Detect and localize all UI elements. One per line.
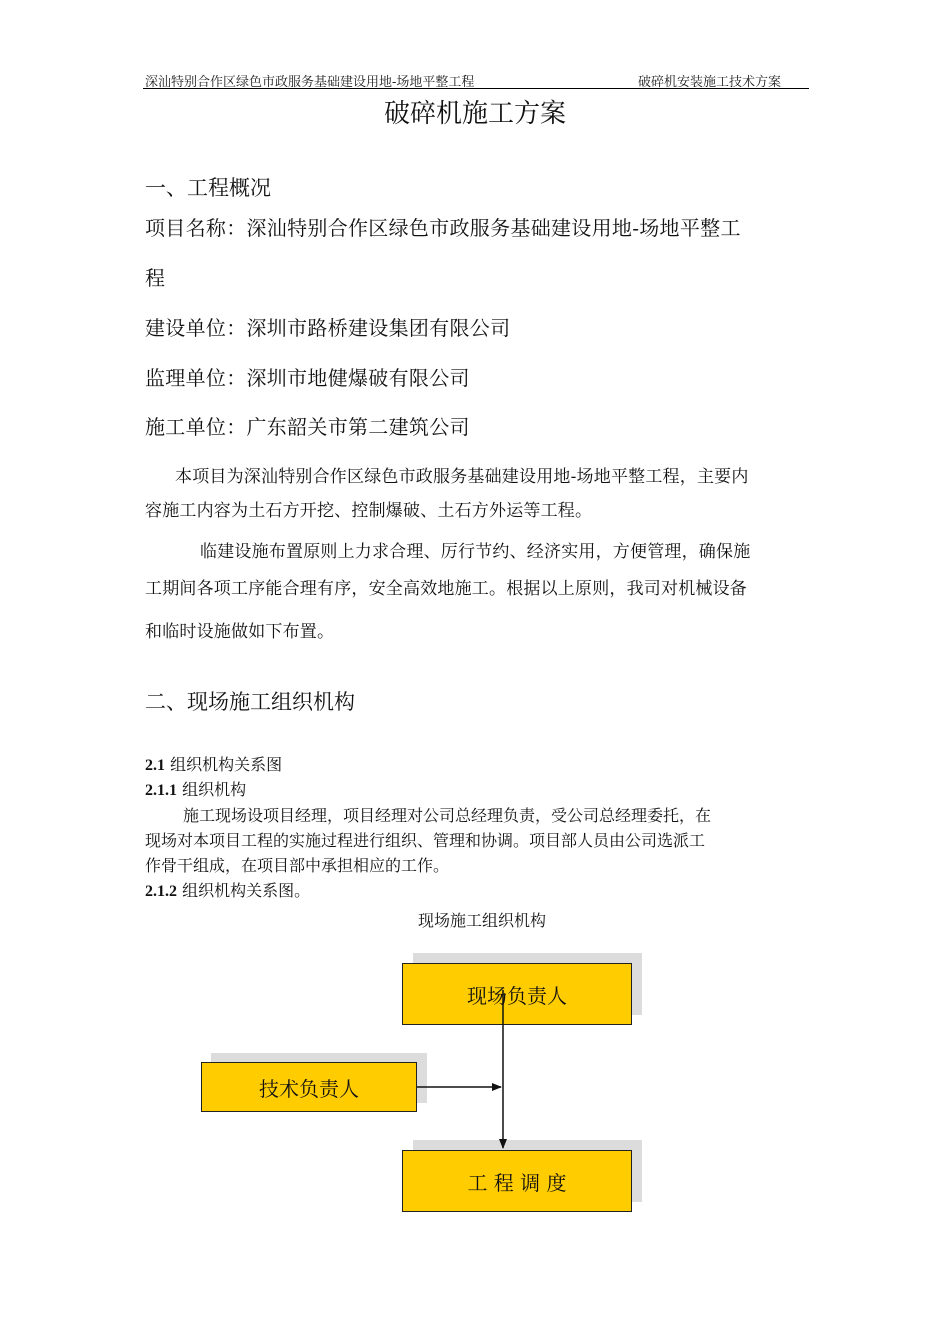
- project-name-line1: 项目名称：深汕特别合作区绿色市政服务基础建设用地-场地平整工: [145, 216, 741, 240]
- section-heading-overview: 一、工程概况: [145, 176, 271, 200]
- subsection-2-1-2-text: 组织机构关系图。: [177, 881, 311, 900]
- section-heading-organization: 二、现场施工组织机构: [145, 690, 355, 714]
- subsection-2-1-1-number: 2.1.1: [145, 782, 177, 799]
- paragraph-1-line2: 容施工内容为土石方开挖、控制爆破、土石方外运等工程。: [145, 501, 593, 521]
- org-paragraph-line3: 作骨干组成，在项目部中承担相应的工作。: [145, 856, 450, 875]
- header-left-text: 深汕特别合作区绿色市政服务基础建设用地-场地平整工程: [145, 75, 475, 90]
- subsection-2-1-1-text: 组织机构: [177, 780, 247, 799]
- document-title: 破碎机施工方案: [383, 99, 566, 129]
- subsection-2-1-2-number: 2.1.2: [145, 883, 177, 900]
- supervisor-unit: 监理单位：深圳市地健爆破有限公司: [145, 366, 470, 390]
- header-right-text: 破碎机安装施工技术方案: [638, 75, 782, 90]
- paragraph-2-line2: 工期间各项工序能合理有序，安全高效地施工。根据以上原则，我司对机械设备: [145, 579, 747, 599]
- paragraph-2-line3: 和临时设施做如下布置。: [145, 622, 335, 642]
- org-chart-caption: 现场施工组织机构: [418, 911, 547, 930]
- subsection-2-1-text: 组织机构关系图: [165, 755, 283, 774]
- org-paragraph-line1: 施工现场设项目经理，项目经理对公司总经理负责，受公司总经理委托，在: [183, 806, 712, 825]
- org-box-tech-manager-label: 技术负责人: [259, 1076, 359, 1101]
- paragraph-1-line1: 本项目为深汕特别合作区绿色市政服务基础建设用地-场地平整工程，主要内: [175, 467, 749, 487]
- subsection-2-1-number: 2.1: [145, 757, 165, 774]
- org-box-dispatch-label: 工 程 调 度: [467, 1170, 567, 1195]
- builder-unit: 建设单位：深圳市路桥建设集团有限公司: [145, 316, 511, 340]
- org-box-site-manager-label: 现场负责人: [467, 983, 567, 1008]
- org-paragraph-line2: 现场对本项目工程的实施过程进行组织、管理和协调。项目部人员由公司选派工: [145, 831, 706, 850]
- paragraph-2-line1: 临建设施布置原则上力求合理、厉行节约、经济实用，方便管理，确保施: [200, 542, 751, 562]
- project-name-line2: 程: [145, 266, 166, 290]
- contractor-unit: 施工单位：广东韶关市第二建筑公司: [145, 415, 470, 439]
